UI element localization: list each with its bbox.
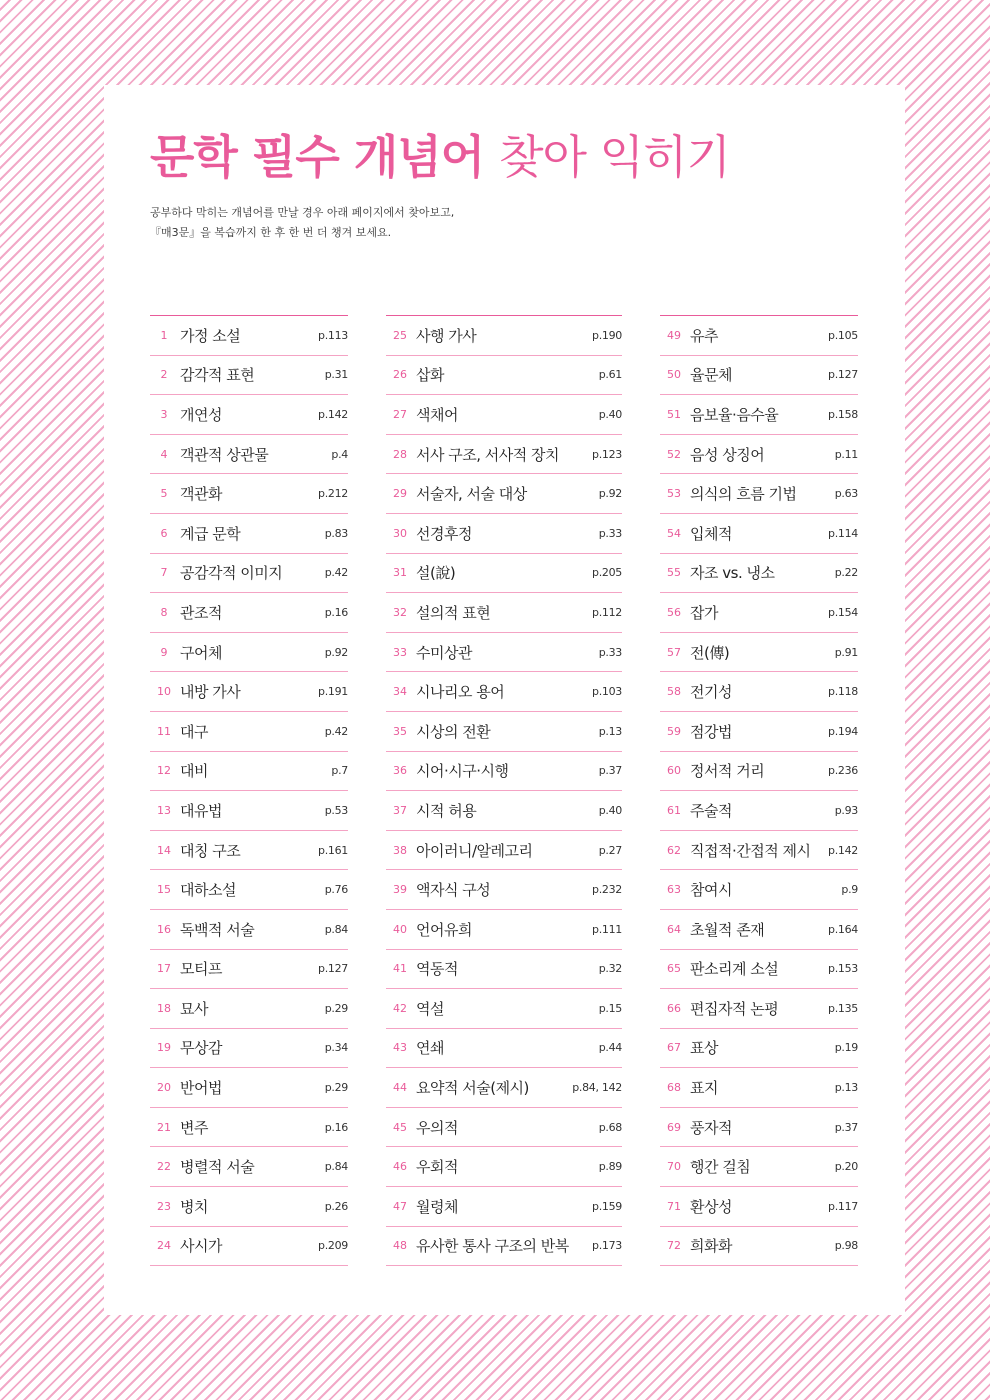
entry-term: 편집자적 논평: [690, 999, 779, 1018]
entry-number: 38: [393, 843, 407, 857]
entry-page: p.53: [324, 803, 348, 817]
entry-number: 6: [160, 526, 168, 540]
entry-page: p.84: [324, 922, 348, 936]
entry-number: 63: [667, 883, 681, 897]
entry-number: 29: [393, 487, 407, 501]
entry-number: 12: [157, 764, 171, 778]
index-entry: [660, 1147, 858, 1187]
entry-number: 57: [667, 645, 681, 659]
index-entry: [386, 356, 622, 396]
entry-term: 역설: [416, 999, 444, 1018]
entry-number: 65: [667, 962, 681, 976]
entry-number: 17: [157, 962, 171, 976]
entry-number: 34: [393, 685, 407, 699]
entry-term: 삽화: [416, 366, 444, 385]
index-entry: [660, 752, 858, 792]
entry-number: 49: [667, 328, 681, 342]
entry-term: 음성 상징어: [690, 445, 765, 464]
entry-page: p.153: [828, 962, 858, 976]
entry-term: 대유법: [180, 801, 222, 820]
entry-number: 3: [160, 407, 168, 421]
entry-page: p.142: [318, 407, 348, 421]
entry-page: p.112: [592, 605, 622, 619]
entry-page: p.15: [598, 1001, 622, 1015]
entry-term: 설의적 표현: [416, 603, 491, 622]
index-entry: [386, 316, 622, 356]
entry-page: p.4: [331, 447, 348, 461]
entry-term: 시적 허용: [416, 801, 477, 820]
entry-number: 24: [157, 1239, 171, 1253]
entry-number: 10: [157, 685, 171, 699]
entry-number: 18: [157, 1001, 171, 1015]
entry-term: 선경후정: [416, 524, 472, 543]
entry-page: p.20: [834, 1160, 858, 1174]
index-entry: [386, 1108, 622, 1148]
entry-term: 병렬적 서술: [180, 1158, 255, 1177]
entry-number: 1: [160, 328, 168, 342]
entry-page: p.118: [828, 685, 858, 699]
entry-term: 시나리오 용어: [416, 683, 505, 702]
entry-page: p.158: [828, 407, 858, 421]
entry-term: 주술적: [690, 801, 732, 820]
entry-term: 서사 구조, 서사적 장치: [416, 445, 559, 464]
entry-page: p.33: [598, 526, 622, 540]
entry-number: 37: [393, 803, 407, 817]
entry-page: p.22: [834, 566, 858, 580]
index-entry: [150, 989, 348, 1029]
entry-page: p.76: [324, 883, 348, 897]
entry-page: p.34: [324, 1041, 348, 1055]
entry-page: p.92: [598, 487, 622, 501]
index-entry: [150, 435, 348, 475]
entry-number: 25: [393, 328, 407, 342]
entry-page: p.191: [318, 685, 348, 699]
index-entry: [150, 1068, 348, 1108]
entry-number: 21: [157, 1120, 171, 1134]
entry-page: p.173: [592, 1239, 622, 1253]
entry-number: 20: [157, 1081, 171, 1095]
entry-term: 월령체: [416, 1197, 458, 1216]
entry-page: p.13: [834, 1081, 858, 1095]
entry-page: p.16: [324, 1120, 348, 1134]
index-entry: [660, 1068, 858, 1108]
entry-page: p.123: [592, 447, 622, 461]
entry-term: 의식의 흐름 기법: [690, 485, 797, 504]
entry-term: 모티프: [180, 960, 222, 979]
index-entry: [386, 435, 622, 475]
index-entry: [150, 831, 348, 871]
index-entry: [386, 514, 622, 554]
entry-term: 감각적 표현: [180, 366, 255, 385]
entry-number: 30: [393, 526, 407, 540]
entry-page: p.89: [598, 1160, 622, 1174]
entry-number: 62: [667, 843, 681, 857]
entry-number: 64: [667, 922, 681, 936]
entry-number: 54: [667, 526, 681, 540]
entry-page: p.27: [598, 843, 622, 857]
entry-page: p.42: [324, 724, 348, 738]
index-entry: [150, 1147, 348, 1187]
entry-term: 율문체: [690, 366, 732, 385]
index-entry: [150, 633, 348, 673]
entry-term: 판소리계 소설: [690, 960, 779, 979]
title-bold: 문학 필수 개념어: [150, 130, 485, 184]
entry-page: p.37: [834, 1120, 858, 1134]
entry-page: p.40: [598, 803, 622, 817]
entry-term: 표지: [690, 1079, 718, 1098]
index-column-1: [150, 315, 348, 1266]
entry-term: 전(傳): [690, 643, 730, 662]
entry-term: 병치: [180, 1197, 208, 1216]
entry-number: 67: [667, 1041, 681, 1055]
page-description: [150, 203, 454, 243]
entry-term: 풍자적: [690, 1118, 732, 1137]
index-entry: [386, 1029, 622, 1069]
entry-term: 서술자, 서술 대상: [416, 485, 527, 504]
entry-number: 2: [160, 368, 168, 382]
index-entry: [660, 831, 858, 871]
entry-page: p.212: [318, 487, 348, 501]
entry-term: 표상: [690, 1039, 718, 1058]
entry-term: 유사한 통사 구조의 반복: [416, 1237, 569, 1256]
entry-term: 시상의 전환: [416, 722, 491, 741]
entry-number: 22: [157, 1160, 171, 1174]
entry-term: 아이러니/알레고리: [416, 841, 533, 860]
index-entry: [150, 474, 348, 514]
entry-page: p.194: [828, 724, 858, 738]
entry-term: 자조 vs. 냉소: [690, 564, 775, 583]
entry-term: 희화화: [690, 1237, 732, 1256]
index-entry: [150, 514, 348, 554]
index-column-2: [386, 315, 622, 1266]
entry-number: 27: [393, 407, 407, 421]
index-entry: [660, 1187, 858, 1227]
index-entry: [660, 950, 858, 990]
entry-term: 반어법: [180, 1079, 222, 1098]
entry-page: p.142: [828, 843, 858, 857]
entry-term: 요약적 서술(제시): [416, 1079, 529, 1098]
index-entry: [150, 1108, 348, 1148]
entry-number: 58: [667, 685, 681, 699]
entry-term: 사행 가사: [416, 326, 477, 345]
entry-page: p.42: [324, 566, 348, 580]
entry-page: p.44: [598, 1041, 622, 1055]
entry-term: 환상성: [690, 1197, 732, 1216]
index-entry: [386, 712, 622, 752]
entry-page: p.154: [828, 605, 858, 619]
entry-page: p.83: [324, 526, 348, 540]
entry-page: p.161: [318, 843, 348, 857]
entry-number: 35: [393, 724, 407, 738]
index-entry: [386, 395, 622, 435]
entry-page: p.113: [318, 328, 348, 342]
index-entry: [660, 1029, 858, 1069]
index-entry: [660, 633, 858, 673]
index-entry: [660, 989, 858, 1029]
index-entry: [150, 395, 348, 435]
entry-term: 액자식 구성: [416, 881, 491, 900]
index-entry: [660, 474, 858, 514]
entry-number: 33: [393, 645, 407, 659]
entry-page: p.205: [592, 566, 622, 580]
entry-term: 수미상관: [416, 643, 472, 662]
index-entry: [386, 1147, 622, 1187]
index-entry: [660, 435, 858, 475]
index-entry: [386, 554, 622, 594]
entry-number: 41: [393, 962, 407, 976]
entry-number: 70: [667, 1160, 681, 1174]
index-entry: [386, 672, 622, 712]
entry-page: p.103: [592, 685, 622, 699]
index-entry: [386, 633, 622, 673]
index-entry: [150, 950, 348, 990]
entry-number: 55: [667, 566, 681, 580]
index-entry: [660, 1227, 858, 1267]
entry-number: 32: [393, 605, 407, 619]
entry-page: p.98: [834, 1239, 858, 1253]
entry-page: p.135: [828, 1001, 858, 1015]
description-line-1: 공부하다 막히는 개념어를 만날 경우 아래 페이지에서 찾아보고,: [150, 206, 455, 219]
entry-term: 객관적 상관물: [180, 445, 269, 464]
entry-page: p.84, 142: [572, 1081, 622, 1095]
entry-number: 8: [160, 605, 168, 619]
entry-term: 색채어: [416, 405, 458, 424]
index-entry: [386, 791, 622, 831]
index-entry: [660, 1108, 858, 1148]
entry-term: 대구: [180, 722, 208, 741]
entry-page: p.7: [331, 764, 348, 778]
entry-number: 14: [157, 843, 171, 857]
index-entry: [660, 395, 858, 435]
entry-number: 28: [393, 447, 407, 461]
entry-term: 묘사: [180, 999, 208, 1018]
entry-term: 계급 문학: [180, 524, 241, 543]
entry-number: 51: [667, 407, 681, 421]
index-entry: [386, 989, 622, 1029]
entry-number: 26: [393, 368, 407, 382]
entry-number: 7: [160, 566, 168, 580]
entry-number: 5: [160, 487, 168, 501]
entry-number: 36: [393, 764, 407, 778]
entry-term: 관조적: [180, 603, 222, 622]
index-entry: [660, 356, 858, 396]
entry-term: 무상감: [180, 1039, 222, 1058]
entry-page: p.11: [834, 447, 858, 461]
entry-number: 44: [393, 1081, 407, 1095]
entry-number: 13: [157, 803, 171, 817]
entry-number: 69: [667, 1120, 681, 1134]
entry-term: 행간 걸침: [690, 1158, 751, 1177]
entry-number: 4: [160, 447, 168, 461]
entry-term: 직접적·간접적 제시: [690, 841, 811, 860]
entry-term: 설(說): [416, 564, 456, 583]
index-entry: [150, 870, 348, 910]
entry-number: 39: [393, 883, 407, 897]
entry-page: p.19: [834, 1041, 858, 1055]
index-entry: [386, 752, 622, 792]
entry-page: p.91: [834, 645, 858, 659]
index-entry: [660, 593, 858, 633]
entry-page: p.190: [592, 328, 622, 342]
entry-number: 23: [157, 1199, 171, 1213]
entry-page: p.159: [592, 1199, 622, 1213]
entry-page: p.37: [598, 764, 622, 778]
entry-term: 대하소설: [180, 881, 236, 900]
index-entry: [386, 831, 622, 871]
entry-number: 40: [393, 922, 407, 936]
entry-page: p.32: [598, 962, 622, 976]
entry-term: 역동적: [416, 960, 458, 979]
index-entry: [150, 1187, 348, 1227]
entry-page: p.31: [324, 368, 348, 382]
entry-number: 72: [667, 1239, 681, 1253]
entry-page: p.127: [828, 368, 858, 382]
entry-page: p.209: [318, 1239, 348, 1253]
entry-number: 16: [157, 922, 171, 936]
entry-number: 48: [393, 1239, 407, 1253]
entry-term: 유추: [690, 326, 718, 345]
entry-number: 71: [667, 1199, 681, 1213]
index-entry: [660, 910, 858, 950]
entry-page: p.61: [598, 368, 622, 382]
entry-page: p.127: [318, 962, 348, 976]
index-entry: [660, 870, 858, 910]
entry-page: p.33: [598, 645, 622, 659]
entry-number: 61: [667, 803, 681, 817]
entry-term: 사시가: [180, 1237, 222, 1256]
entry-number: 31: [393, 566, 407, 580]
index-entry: [150, 752, 348, 792]
entry-term: 언어유희: [416, 920, 472, 939]
entry-number: 52: [667, 447, 681, 461]
entry-number: 43: [393, 1041, 407, 1055]
index-entry: [386, 593, 622, 633]
entry-page: p.93: [834, 803, 858, 817]
title-light: 찾아 익히기: [499, 130, 730, 184]
entry-page: p.111: [592, 922, 622, 936]
index-entry: [150, 910, 348, 950]
entry-number: 9: [160, 645, 168, 659]
entry-page: p.40: [598, 407, 622, 421]
index-entry: [660, 791, 858, 831]
index-entry: [150, 791, 348, 831]
index-entry: [150, 1029, 348, 1069]
entry-term: 우회적: [416, 1158, 458, 1177]
entry-number: 56: [667, 605, 681, 619]
index-entry: [150, 672, 348, 712]
entry-term: 시어·시구·시행: [416, 762, 509, 781]
entry-number: 53: [667, 487, 681, 501]
index-entry: [150, 712, 348, 752]
entry-number: 42: [393, 1001, 407, 1015]
index-entry: [386, 910, 622, 950]
index-entry: [660, 672, 858, 712]
entry-term: 우의적: [416, 1118, 458, 1137]
entry-term: 전기성: [690, 683, 732, 702]
entry-page: p.26: [324, 1199, 348, 1213]
entry-page: p.84: [324, 1160, 348, 1174]
entry-number: 68: [667, 1081, 681, 1095]
entry-number: 59: [667, 724, 681, 738]
entry-number: 66: [667, 1001, 681, 1015]
index-entry: [386, 1187, 622, 1227]
entry-number: 47: [393, 1199, 407, 1213]
entry-number: 60: [667, 764, 681, 778]
index-entry: [386, 950, 622, 990]
entry-term: 개연성: [180, 405, 222, 424]
index-entry: [150, 593, 348, 633]
entry-page: p.13: [598, 724, 622, 738]
entry-page: p.105: [828, 328, 858, 342]
entry-number: 45: [393, 1120, 407, 1134]
entry-page: p.63: [834, 487, 858, 501]
index-entry: [660, 316, 858, 356]
description-line-2: 『매3문』을 복습까지 한 후 한 번 더 챙겨 보세요.: [150, 226, 392, 239]
entry-number: 46: [393, 1160, 407, 1174]
index-panel: [104, 85, 905, 1315]
entry-term: 가정 소설: [180, 326, 241, 345]
entry-page: p.232: [592, 883, 622, 897]
entry-term: 객관화: [180, 485, 222, 504]
index-entry: [660, 712, 858, 752]
index-entry: [660, 554, 858, 594]
entry-term: 음보율·음수율: [690, 405, 779, 424]
index-entry: [386, 870, 622, 910]
entry-page: p.29: [324, 1081, 348, 1095]
entry-page: p.164: [828, 922, 858, 936]
index-column-3: [660, 315, 858, 1266]
entry-page: p.68: [598, 1120, 622, 1134]
entry-page: p.9: [841, 883, 858, 897]
index-entry: [386, 1227, 622, 1267]
entry-number: 15: [157, 883, 171, 897]
entry-page: p.114: [828, 526, 858, 540]
entry-term: 변주: [180, 1118, 208, 1137]
entry-number: 19: [157, 1041, 171, 1055]
index-entry: [386, 1068, 622, 1108]
index-entry: [150, 1227, 348, 1267]
entry-page: p.92: [324, 645, 348, 659]
entry-term: 정서적 거리: [690, 762, 765, 781]
entry-number: 50: [667, 368, 681, 382]
index-entry: [150, 316, 348, 356]
entry-term: 참여시: [690, 881, 732, 900]
page-title: [150, 129, 730, 185]
entry-term: 구어체: [180, 643, 222, 662]
entry-term: 대비: [180, 762, 208, 781]
entry-page: p.117: [828, 1199, 858, 1213]
index-entry: [150, 356, 348, 396]
entry-term: 독백적 서술: [180, 920, 255, 939]
entry-term: 점강법: [690, 722, 732, 741]
entry-term: 입체적: [690, 524, 732, 543]
entry-page: p.29: [324, 1001, 348, 1015]
entry-number: 11: [157, 724, 171, 738]
entry-term: 초월적 존재: [690, 920, 765, 939]
entry-term: 공감각적 이미지: [180, 564, 283, 583]
entry-term: 잡가: [690, 603, 718, 622]
index-entry: [386, 474, 622, 514]
entry-term: 대칭 구조: [180, 841, 241, 860]
entry-term: 연쇄: [416, 1039, 444, 1058]
entry-term: 내방 가사: [180, 683, 241, 702]
entry-page: p.16: [324, 605, 348, 619]
index-entry: [150, 554, 348, 594]
index-entry: [660, 514, 858, 554]
entry-page: p.236: [828, 764, 858, 778]
